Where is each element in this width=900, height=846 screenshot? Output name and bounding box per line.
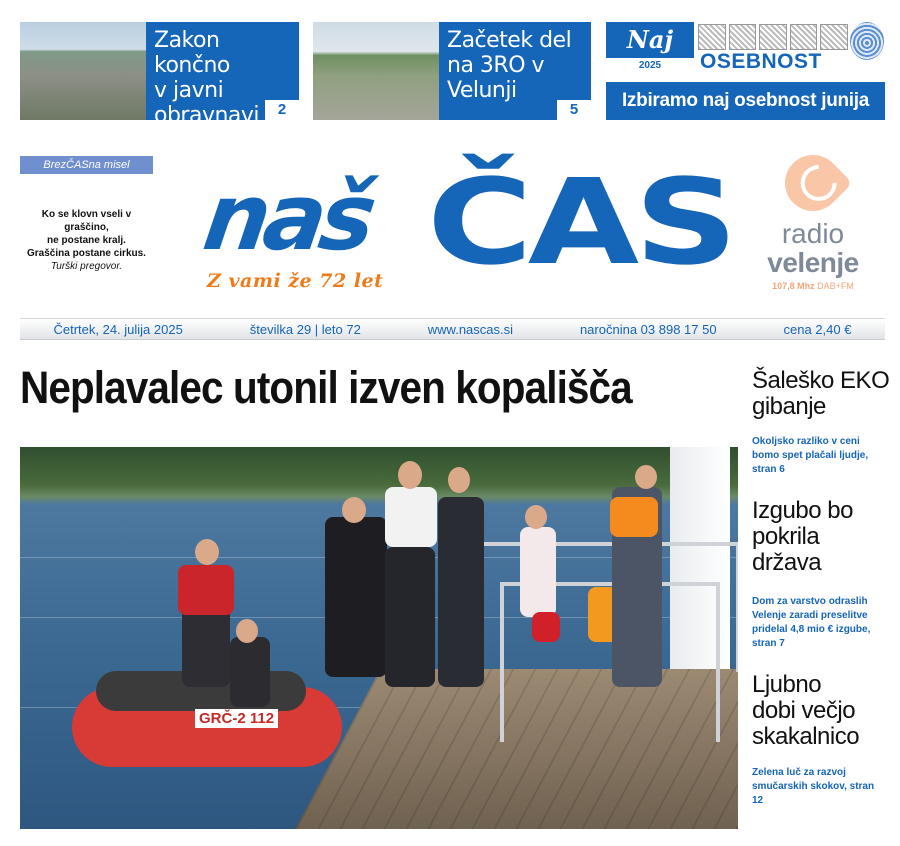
teaser-box [439,22,591,120]
teaser-page-number: 5 [557,100,591,120]
sidebar-headline-line: Ljubno [752,671,822,698]
person-head [448,467,470,493]
naj-title: OSEBNOST [700,50,822,73]
person-shirt [385,487,437,547]
teaser-title-line: Zakon končno [154,28,230,78]
sidebar-teaser: Zelena luč za razvoj smučarskih skokov, stran 12 [752,767,875,806]
person-head [398,461,422,489]
naj-badge: Naj [606,22,694,58]
sidebar-headline-line: gibanje [752,393,826,420]
website-link[interactable]: www.nascas.si [427,321,514,337]
radio-velenje-logo[interactable] [752,155,874,300]
teaser-title-line: na 3RO v [447,53,545,78]
boat-label: GRČ-2 112 [195,709,278,728]
sidebar-headline-line: država [752,549,822,576]
teaser-3ro[interactable] [313,22,591,120]
radio-word: radio [781,218,845,249]
faces-strip [698,24,848,50]
radio-freq: 107,8 Mhz [772,281,815,291]
teaser-title-line: Začetek del [447,28,572,53]
person-head [195,539,219,565]
issue-price: cena 2,40 € [783,321,852,337]
issue-info-bar [20,318,885,340]
person-boy [532,612,560,642]
logo-slogan: Z vami že 72 let [207,270,384,292]
subscription-phone: naročnina 03 898 17 50 [579,321,717,337]
radio-swirl-icon [773,143,852,222]
person [230,637,270,707]
teaser-title-line: Velunji [447,78,517,103]
teaser-title-line: obravnavi [154,103,260,128]
person-vest [610,497,658,537]
teaser-title-line: v javni [154,78,224,103]
quote-line: ne postane kralj. [47,235,126,246]
teaser-box [146,22,299,128]
radio-name: velenje [767,247,859,278]
radio-frequency [752,281,874,291]
naj-banner: Izbiramo naj osebnost junija [606,82,885,120]
sidebar-headline-line: Izgubo bo [752,497,853,524]
sidebar-headline[interactable] [752,672,859,750]
sidebar-headline-line: dobi večjo [752,697,856,724]
person [385,547,435,687]
person-head [635,465,657,489]
person-girl [520,527,556,617]
quote-line: Ko se klovn vseli v graščino, [41,209,132,233]
person-head [342,497,366,523]
fingerprint-icon [850,22,884,60]
main-headline[interactable]: Neplavalec utonil izven kopališča [20,362,632,413]
sidebar-teaser: Dom za varstvo odraslih Velenje zaradi preselitve pridelal 4,8 mio € izgube, stran 7 [752,596,871,649]
sidebar-headline-line: Šaleško EKO [752,367,890,394]
column-quote [20,208,153,273]
sidebar-headline-line: pokrila [752,523,820,550]
sidebar-headline[interactable] [752,498,853,576]
radio-band: DAB+FM [817,281,854,291]
person-diver [325,517,387,677]
issue-date: Četrtek, 24. julija 2025 [53,321,183,337]
sidebar-headline[interactable] [752,368,889,420]
column-label: BrezČASna misel [20,156,153,174]
person-head [525,505,547,529]
logo-part-cas: ČAS [427,153,734,291]
quote-author: Turški pregovor. [50,261,123,272]
naj-year: 2025 [638,60,662,71]
teaser-thumbnail [313,22,439,120]
nas-cas-logo[interactable] [197,150,734,300]
main-photo[interactable] [20,447,738,829]
teaser-zakon[interactable] [20,22,299,128]
person-vest [178,565,234,615]
sidebar-teaser: Okoljsko razliko v ceni bomo spet plačali ljudje, stran 6 [752,436,869,475]
issue-number: številka 29 | leto 72 [249,321,361,337]
naj-osebnost-promo[interactable] [606,22,885,120]
person-head [236,619,258,643]
person-firefighter [438,497,484,687]
logo-part-nas: naš [197,164,377,271]
teaser-thumbnail [20,22,146,120]
teaser-page-number: 2 [265,100,299,120]
sidebar-headline-line: skakalnico [752,723,860,750]
quote-line: Graščina postane cirkus. [27,248,146,259]
